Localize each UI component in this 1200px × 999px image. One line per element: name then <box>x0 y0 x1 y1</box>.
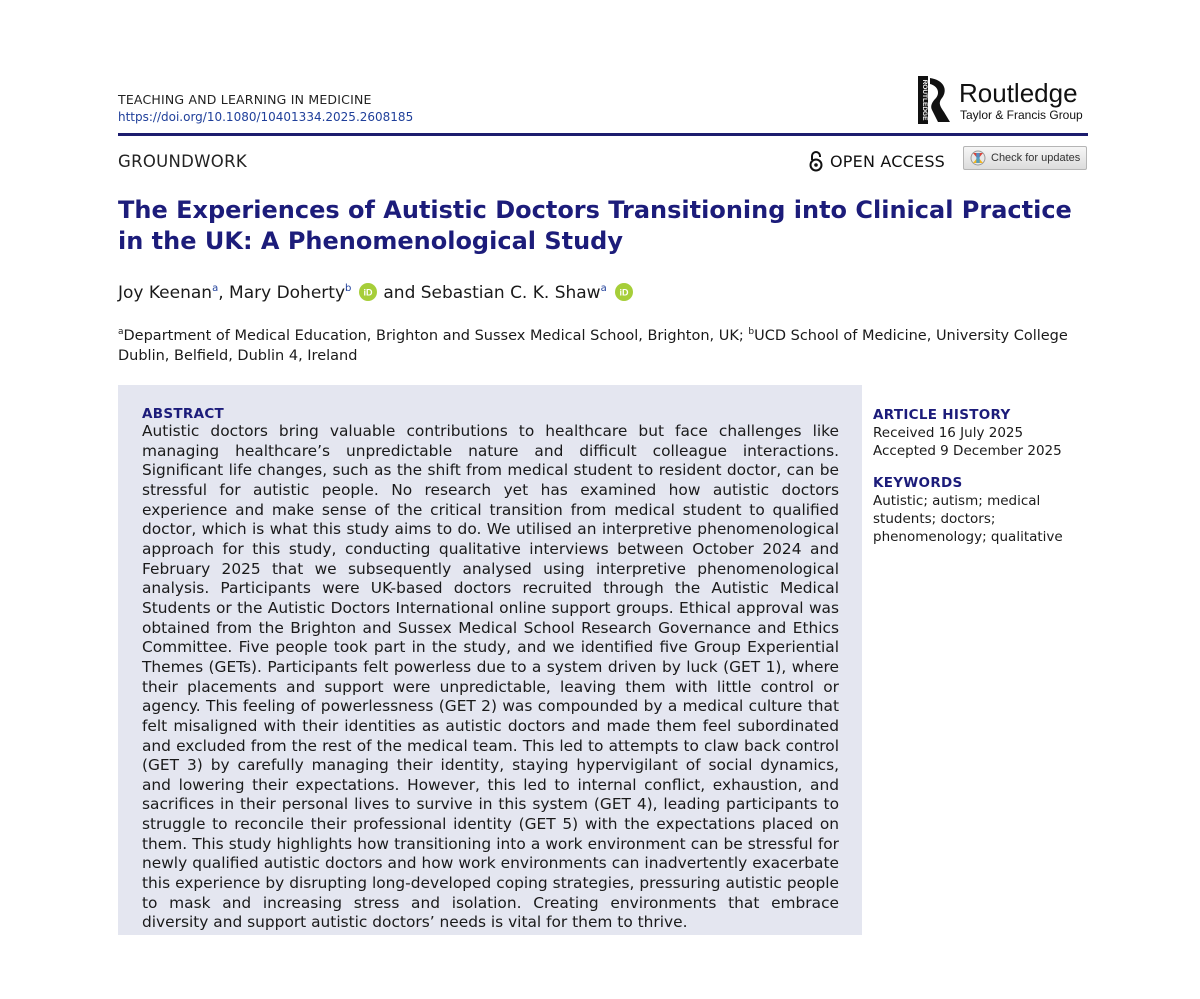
abstract-heading: ABSTRACT <box>142 406 225 422</box>
accepted-date: Accepted 9 December 2025 <box>873 443 1062 459</box>
article-history-heading: ARTICLE HISTORY <box>873 407 1011 423</box>
svg-text:iD: iD <box>363 287 373 298</box>
author-affiliation-mark: a <box>600 283 607 294</box>
header-rule <box>118 133 1088 136</box>
open-access-label: OPEN ACCESS <box>830 151 946 171</box>
section-label: GROUNDWORK <box>118 152 247 171</box>
affiliation-mark: b <box>748 327 755 337</box>
keywords-heading: KEYWORDS <box>873 475 963 491</box>
keywords-list: Autistic; autism; medical students; doctors; phenomenology; qualitative <box>873 493 1063 545</box>
publisher-group: Taylor & Francis Group <box>960 108 1083 122</box>
received-date: Received 16 July 2025 <box>873 425 1024 441</box>
publisher-logo <box>918 76 1093 126</box>
author-name: Sebastian C. K. Shaw <box>420 283 601 303</box>
publisher-name: Routledge <box>959 78 1078 108</box>
orcid-icon[interactable] <box>615 283 633 301</box>
check-for-updates-label: Check for updates <box>991 152 1081 164</box>
author-list <box>118 283 639 303</box>
open-access-lock-icon <box>808 150 824 172</box>
affiliation-mark: a <box>118 327 124 337</box>
author-name: Mary Doherty <box>229 283 346 303</box>
publisher-mark-text: ROUTLEDGE <box>921 79 928 121</box>
routledge-logo-icon <box>918 76 952 124</box>
check-for-updates-button[interactable] <box>963 146 1087 170</box>
open-access-badge <box>808 149 945 173</box>
crossmark-icon <box>970 150 986 166</box>
doi-link[interactable]: https://doi.org/10.1080/10401334.2025.2608185 <box>118 110 414 124</box>
affiliations <box>118 322 1093 366</box>
journal-name: TEACHING AND LEARNING IN MEDICINE <box>118 92 372 107</box>
affiliation-a: Department of Medical Education, Brighton and Sussex Medical School, Brighton, UK; <box>123 327 749 344</box>
abstract-text: Autistic doctors bring valuable contributions to healthcare but face challenges like managing healthcare’s unpredictable nature and difficult colleague interactions. Significant life changes, such as the shift from medical student to resident doctor, can be stressful for autistic people. No research yet has examined how autistic doctors experience and make sense of the critical transition from medical student to qualified doctor, which is what this study aims to do. We utilised an interpretive phenomenological approach for this study, conducting qualitative interviews between October 2024 and February 2025 that we subsequently analysed using interpretive phenomenological analysis. Participants were UK-based doctors recruited through the Autistic Medical Students or the Autistic Doctors International online support groups. Ethical approval was obtained from the Brighton and Sussex Medical School Research Governance and Ethics Committee. Five people took part in the study, and we identified five Group Experiential Themes (GETs). Participants felt powerless due to a system driven by luck (GET 1), where their placements and support were unpredictable, leaving them with little control or agency. This feeling of powerlessness (GET 2) was compounded by a medical culture that felt misaligned with their identities as autistic doctors and made them feel subordinated and excluded from the rest of the medical team. This led to attempts to claw back control (GET 3) by carefully managing their identity, staying hypervigilant of social dynamics, and lowering their expectations. However, this led to internal conflict, exhaustion, and sacrifices in their personal lives to survive in this system (GET 4), leading participants to struggle to reconcile their professional identity (GET 5) with the expectations placed on them. This study highlights how transitioning into a work environment can be stressful for newly qualified autistic doctors and how work environments can inadvertently exacerbate this experience by disrupting long-developed coping strategies, pressuring autistic people to mask and increasing stress and isolation. Creating environments that embrace diversity and support autistic doctors’ needs is vital for them to thrive. <box>142 422 839 932</box>
article-title: The Experiences of Autistic Doctors Transitioning into Clinical Practice in the UK: A Phenomenological Study <box>118 196 1072 255</box>
author-name: Joy Keenan <box>118 283 213 303</box>
orcid-icon[interactable] <box>359 283 377 301</box>
author-affiliation-mark: b <box>345 283 352 294</box>
affiliation-b: UCD School of Medicine, University College Dublin, Belfield, Dublin 4, Ireland <box>118 327 1068 364</box>
article-sidebar <box>873 406 1088 546</box>
author-affiliation-mark: a <box>212 283 219 294</box>
author-and: and <box>383 283 416 303</box>
svg-text:iD: iD <box>619 287 629 298</box>
author-separator: , <box>218 283 230 303</box>
